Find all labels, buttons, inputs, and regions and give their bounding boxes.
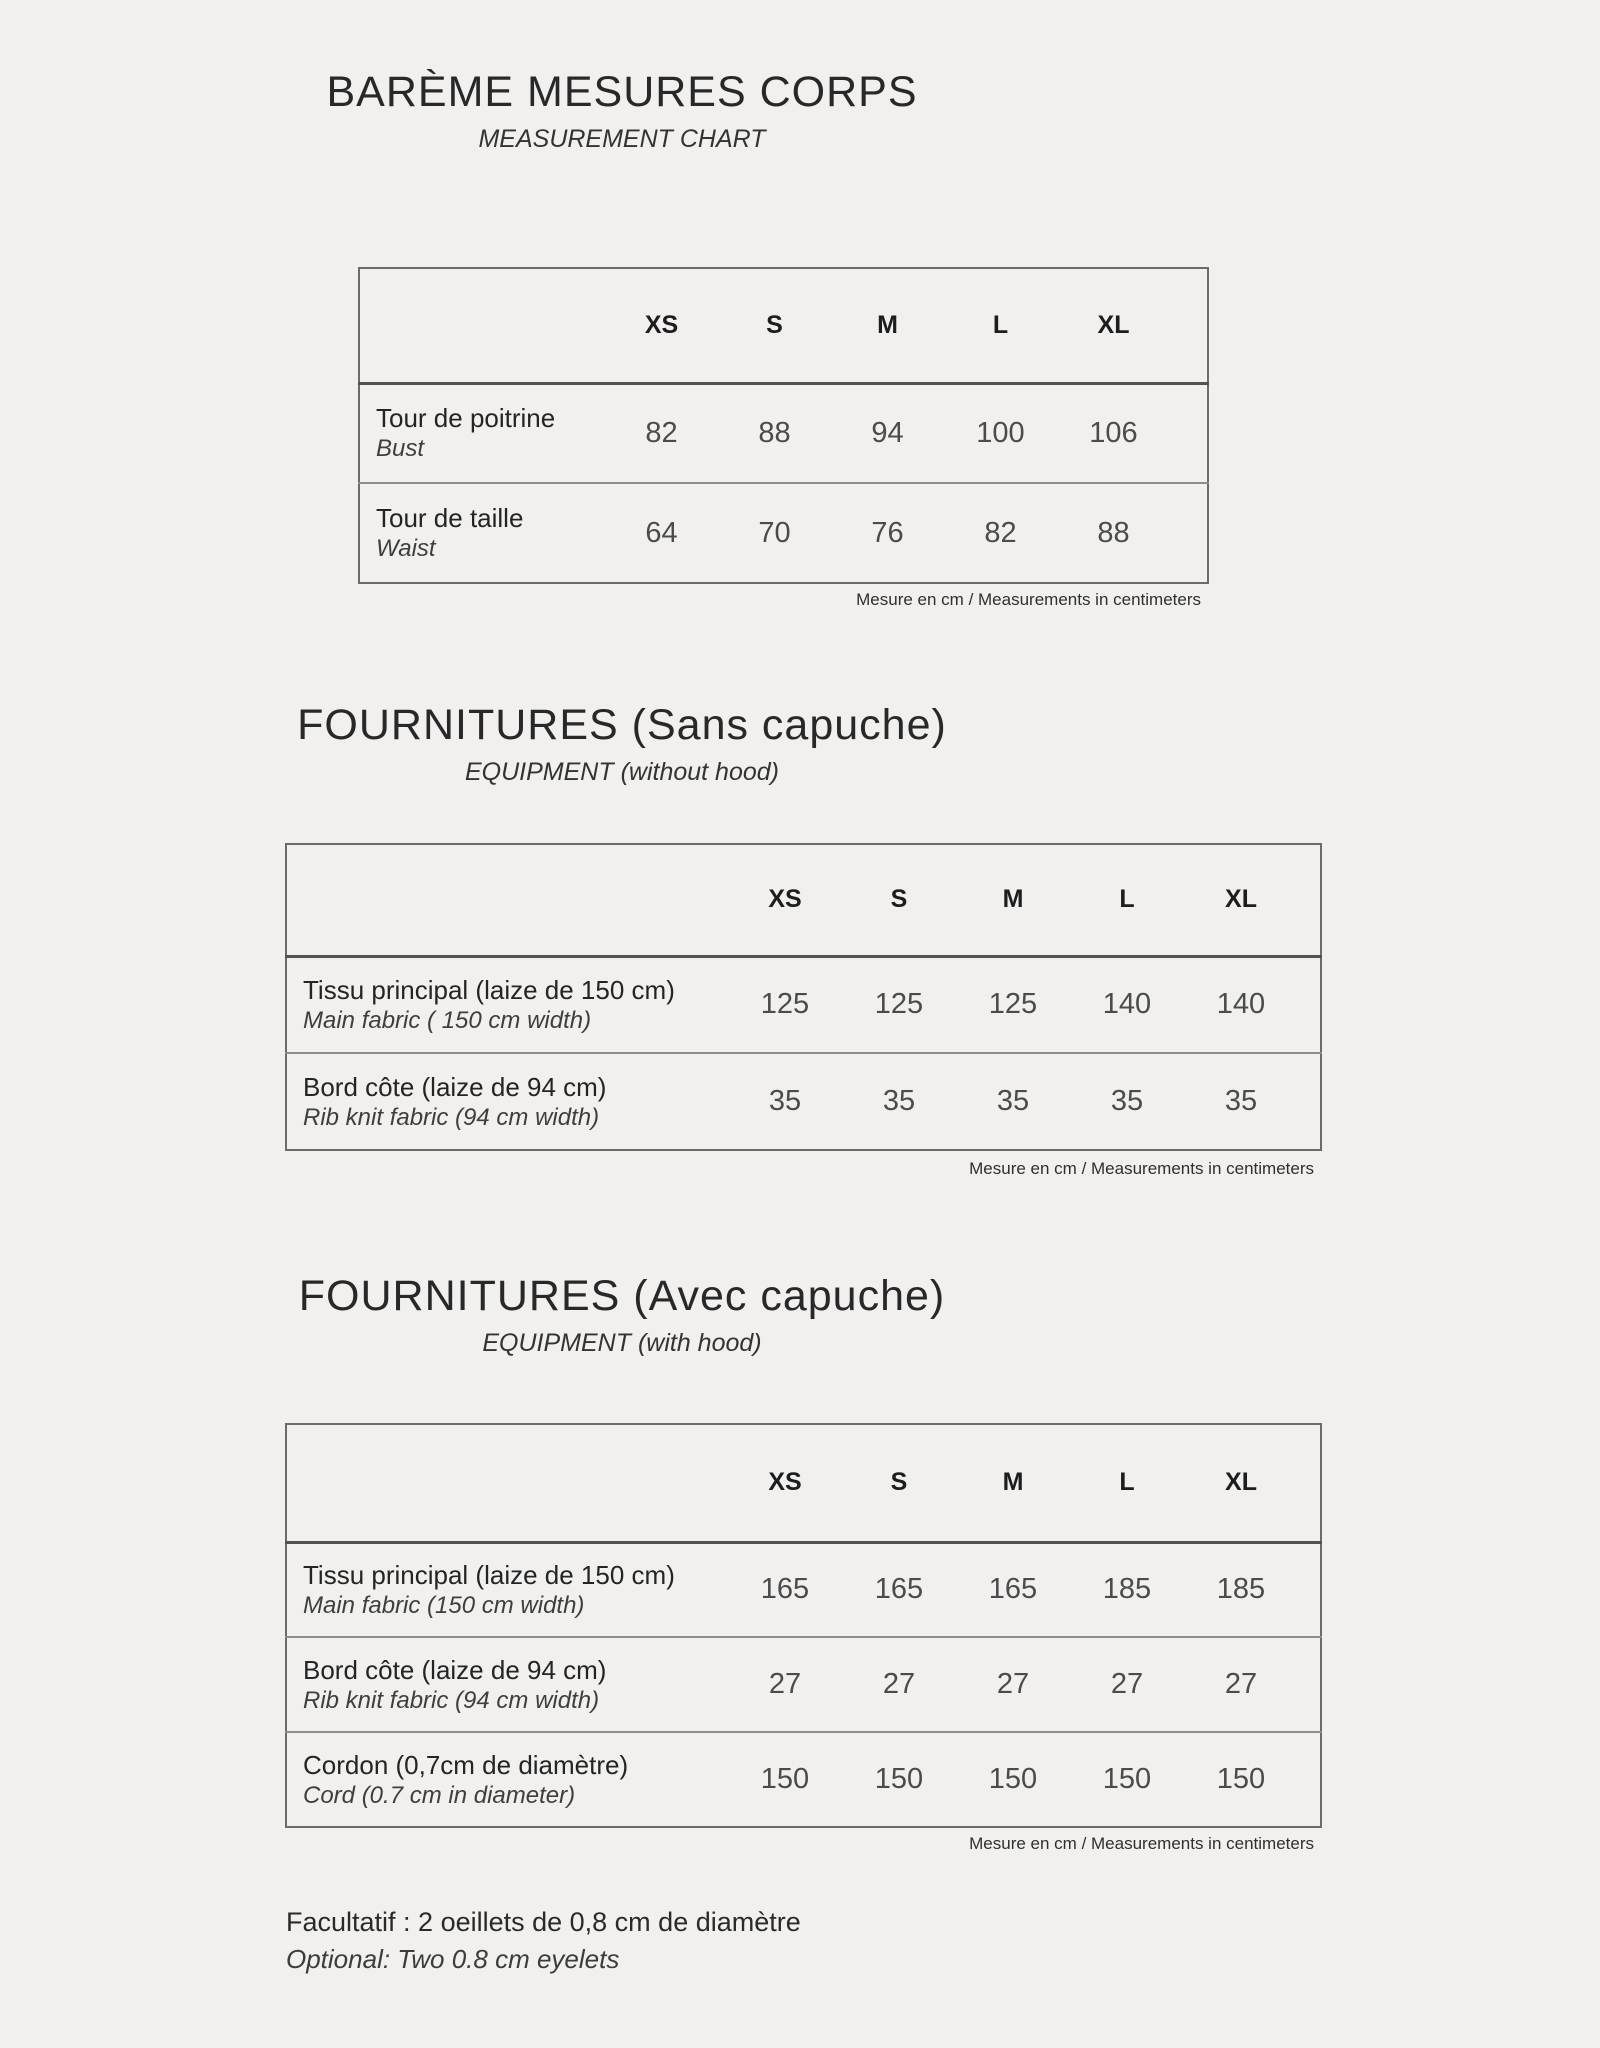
table-row-rib-knit xyxy=(286,1053,1321,1150)
empty-corner-cell xyxy=(359,268,605,383)
spacer-cell xyxy=(1298,1542,1321,1637)
row-label-fr: Tour de poitrine xyxy=(376,403,556,434)
section-header-without-hood xyxy=(0,701,1244,786)
row-label-cell xyxy=(359,483,605,583)
size-header-l: L xyxy=(1119,1468,1135,1497)
value-cell: 27 xyxy=(1110,1668,1144,1700)
size-header-row xyxy=(286,844,1321,956)
size-header-l: L xyxy=(1119,885,1135,914)
value-cell: 185 xyxy=(1102,1573,1152,1606)
size-header-xl: XL xyxy=(1225,1468,1257,1497)
spacer-cell xyxy=(1298,956,1321,1053)
row-label-en: Waist xyxy=(376,535,436,562)
value-cell: 165 xyxy=(760,1573,810,1606)
row-label-cell xyxy=(286,956,728,1053)
table-row-bust xyxy=(359,383,1208,483)
row-label-en: Rib knit fabric (94 cm width) xyxy=(303,1686,600,1714)
size-header-xs: XS xyxy=(768,1468,802,1497)
row-label-cell xyxy=(286,1542,728,1637)
row-label-fr: Tissu principal (laize de 150 cm) xyxy=(303,1559,675,1590)
row-label-cell xyxy=(286,1637,728,1732)
value-cell: 35 xyxy=(996,1085,1030,1117)
size-header-s: S xyxy=(890,1468,908,1497)
size-header-s: S xyxy=(766,310,783,339)
value-cell: 35 xyxy=(882,1085,916,1117)
size-header-xs: XS xyxy=(644,310,679,339)
size-header-xs: XS xyxy=(768,885,802,914)
optional-note-fr: Facultatif : 2 oeillets de 0,8 cm de diamètre xyxy=(286,1907,801,1937)
size-header-m: M xyxy=(1002,885,1024,914)
value-cell: 150 xyxy=(1102,1763,1152,1795)
value-cell: 125 xyxy=(988,988,1038,1021)
optional-note xyxy=(286,1905,1600,1975)
size-header-m: M xyxy=(877,310,898,339)
value-cell: 140 xyxy=(1216,988,1266,1021)
empty-corner-cell xyxy=(286,844,728,956)
value-cell: 35 xyxy=(1110,1085,1144,1117)
size-header-row xyxy=(359,268,1208,383)
table-row-main-fabric xyxy=(286,956,1321,1053)
row-label-cell xyxy=(286,1053,728,1150)
value-cell: 27 xyxy=(768,1668,802,1700)
value-cell: 94 xyxy=(871,416,904,449)
value-cell: 27 xyxy=(996,1668,1030,1700)
value-cell: 125 xyxy=(874,988,924,1021)
row-label-cell xyxy=(286,1732,728,1827)
row-label-fr: Tissu principal (laize de 150 cm) xyxy=(303,974,675,1005)
empty-corner-cell xyxy=(286,1424,728,1542)
row-label-fr: Cordon (0,7cm de diamètre) xyxy=(303,1749,629,1780)
value-cell: 150 xyxy=(760,1763,810,1795)
row-label-fr: Bord côte (laize de 94 cm) xyxy=(303,1654,607,1685)
spacer-cell xyxy=(1298,1424,1321,1542)
spacer-cell xyxy=(1298,1732,1321,1827)
value-cell: 165 xyxy=(988,1573,1038,1606)
spacer-cell xyxy=(1170,268,1208,383)
optional-note-en: Optional: Two 0.8 cm eyelets xyxy=(286,1944,620,1974)
size-header-xl: XL xyxy=(1225,885,1257,914)
value-cell: 140 xyxy=(1102,988,1152,1021)
row-label-en: Main fabric ( 150 cm width) xyxy=(303,1006,592,1034)
table-row-main-fabric xyxy=(286,1542,1321,1637)
value-cell: 88 xyxy=(1097,516,1130,549)
value-cell: 82 xyxy=(645,416,678,449)
units-footnote: Mesure en cm / Measurements in centimeters xyxy=(969,1834,1314,1853)
value-cell: 27 xyxy=(1224,1668,1258,1700)
row-label-en: Rib knit fabric (94 cm width) xyxy=(303,1103,600,1131)
page-title: BARÈME MESURES CORPS xyxy=(326,68,918,116)
value-cell: 35 xyxy=(1224,1085,1258,1117)
value-cell: 70 xyxy=(758,516,791,549)
row-label-cell xyxy=(359,383,605,483)
spacer-cell xyxy=(1170,383,1208,483)
size-header-xl: XL xyxy=(1097,310,1130,339)
equipment-without-hood-table xyxy=(285,843,1322,1151)
row-label-fr: Tour de taille xyxy=(376,503,524,533)
size-header-s: S xyxy=(890,885,908,914)
value-cell: 88 xyxy=(758,416,791,449)
value-cell: 150 xyxy=(874,1763,924,1795)
value-cell: 125 xyxy=(760,988,810,1021)
value-cell: 82 xyxy=(984,516,1017,549)
size-header-row xyxy=(286,1424,1321,1542)
value-cell: 27 xyxy=(882,1668,916,1700)
section-title: FOURNITURES (Avec capuche) xyxy=(298,1272,946,1320)
equipment-with-hood-table xyxy=(285,1423,1322,1828)
spacer-cell xyxy=(1298,1637,1321,1732)
value-cell: 76 xyxy=(871,516,904,549)
value-cell: 150 xyxy=(1216,1763,1266,1795)
page-subtitle: MEASUREMENT CHART xyxy=(478,125,766,153)
value-cell: 106 xyxy=(1089,416,1138,449)
value-cell: 165 xyxy=(874,1573,924,1606)
value-cell: 100 xyxy=(976,416,1025,449)
section-subtitle: EQUIPMENT (with hood) xyxy=(482,1329,762,1357)
row-label-en: Bust xyxy=(376,435,425,463)
size-header-m: M xyxy=(1002,1468,1024,1497)
value-cell: 35 xyxy=(768,1085,802,1117)
value-cell: 64 xyxy=(645,516,678,549)
units-footnote: Mesure en cm / Measurements in centimeters xyxy=(969,1159,1314,1178)
section-subtitle: EQUIPMENT (without hood) xyxy=(465,758,779,786)
spacer-cell xyxy=(1170,483,1208,583)
table-row-waist xyxy=(359,483,1208,583)
table-row-rib-knit xyxy=(286,1637,1321,1732)
units-footnote: Mesure en cm / Measurements in centimeters xyxy=(856,590,1201,609)
section-header-with-hood xyxy=(0,1272,1244,1357)
row-label-fr: Bord côte (laize de 94 cm) xyxy=(303,1071,607,1102)
value-cell: 185 xyxy=(1216,1573,1266,1606)
row-label-en: Cord (0.7 cm in diameter) xyxy=(303,1781,576,1809)
size-header-l: L xyxy=(992,310,1009,339)
spacer-cell xyxy=(1298,1053,1321,1150)
spacer-cell xyxy=(1298,844,1321,956)
table-row-cord xyxy=(286,1732,1321,1827)
body-measurements-table xyxy=(358,267,1209,584)
section-title: FOURNITURES (Sans capuche) xyxy=(297,701,947,749)
row-label-en: Main fabric (150 cm width) xyxy=(303,1591,585,1619)
value-cell: 150 xyxy=(988,1763,1038,1795)
document-header xyxy=(0,0,1244,153)
